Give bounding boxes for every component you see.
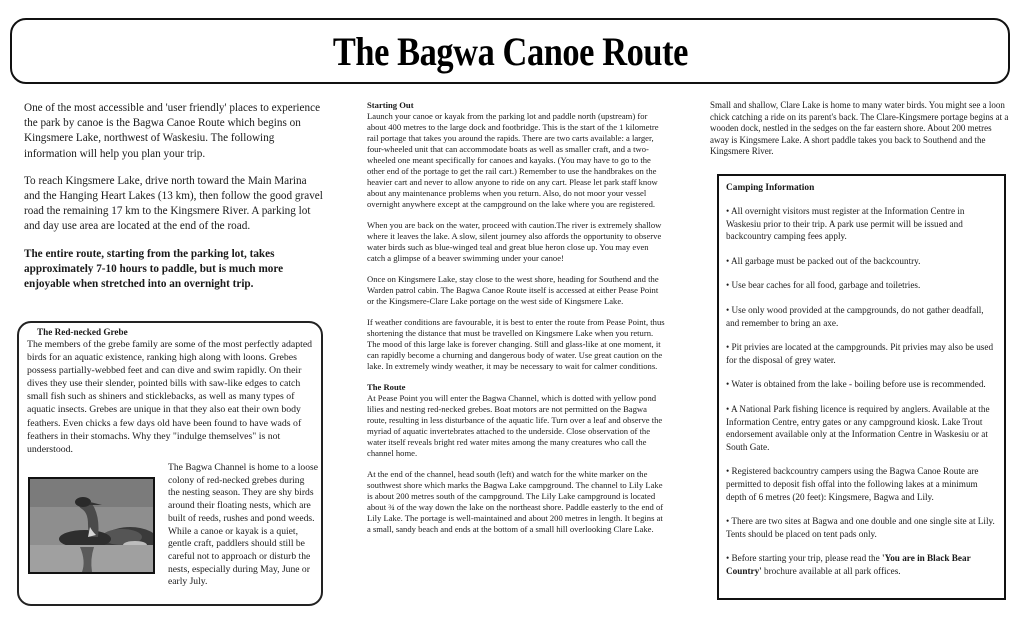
starting-out-heading: Starting Out xyxy=(367,100,414,110)
camping-item: • Pit privies are located at the campgrounds. Pit privies may also be used for the disposal of grey water. xyxy=(726,342,994,365)
camping-item: • Registered backcountry campers using the Bagwa Canoe Route are permitted to deposit fish offal into the following lakes at a minimum depth of 6 metres (20 feet): Kingsmere, Bagwa and Lily. xyxy=(726,466,979,502)
directions-paragraph: To reach Kingsmere Lake, drive north toward the Main Marina and the Hanging Heart Lakes (13 km), then follow the good gravel road the remaining 17 km to the Kingsmere River. A parking lot and day use area are located at the end of the road. xyxy=(24,174,323,233)
title-banner xyxy=(10,18,1010,84)
grebe-photo xyxy=(28,477,155,574)
camping-item: • Use bear caches for all food, garbage and toiletries. xyxy=(726,280,921,291)
duration-paragraph: The entire route, starting from the parking lot, takes approximately 7-10 hours to paddle, but is much more enjoyable when stretched into an overnight trip. xyxy=(24,247,284,291)
camping-info-box xyxy=(717,174,1006,600)
intro-paragraph: One of the most accessible and 'user friendly' places to experience the park by canoe is the Bagwa Canoe Route which begins on Kingsmere Lake, northwest of Waskesiu. The following information will help you plan your trip. xyxy=(24,102,321,160)
route-text-2: At the end of the channel, head south (left) and watch for the white marker on the southwest shore which marks the Bagwa Lake campground. The channel to Lily Lake is about 200 metres south of the campground. The Lily Lake campground is located about ¾ of the way down the lake on the northeast shore. Paddle easterly to the end of Lily Lake. The portage is well-maintained and about 200 metres in length. It begins at a small, sandy beach and ends at the bottom of a small hill overlooking Clare Lake. xyxy=(367,469,664,534)
camping-item: • All garbage must be packed out of the backcountry. xyxy=(726,255,921,266)
river-paragraph: When you are back on the water, proceed with caution.The river is extremely shallow where it leaves the lake. A slow, silent journey also affords the opportunity to observe water birds such as blue-winged teal and great blue heron close up. You may even catch a glimpse of a beaver swimming under your canoe! xyxy=(367,220,662,263)
page-title: The Bagwa Canoe Route xyxy=(332,28,688,74)
camping-item: • All overnight visitors must register at the Information Centre in Waskesiu prior to their trip. A park use permit will be issued and backcountry camping fees apply. xyxy=(726,206,965,242)
grebe-description: The members of the grebe family are some of the most perfectly adapted birds for an aquatic existence, ranking high along with loons. Grebes possess partially-webbed feet and can dive and swim rapidly. On their dives they use their slender, pointed bills with saw-like edges to catch small fish such as shiners and sticklebacks, as well as many types of aquatic insects. Grebes are unique in that they also eat their own body feathers. Even chicks a few days old have been found to have wads of feathers in their stomachs. Why they "indulge themselves" is not understood. xyxy=(27,339,313,455)
intro-column xyxy=(24,101,324,304)
clare-lake-column xyxy=(710,100,1010,158)
kingsmere-paragraph: Once on Kingsmere Lake, stay close to the west shore, heading for Southend and the Warden patrol cabin. The Bagwa Canoe Route itself is accessed at either Pease Point or the Kingsmere-Clare Lake portage on the west side of Kingsmere Lake. xyxy=(367,274,659,306)
grebe-sidebar xyxy=(17,321,323,606)
camping-title: Camping Information xyxy=(726,183,815,193)
brochure-prefix: • Before starting your trip, please read the xyxy=(726,553,883,564)
camping-item-brochure xyxy=(726,552,998,577)
grebe-photo-icon xyxy=(30,479,153,572)
grebe-title: The Red-necked Grebe xyxy=(37,327,128,337)
route-column xyxy=(367,100,667,545)
camping-item: • Use only wood provided at the campgrounds, do not gather deadfall, and remember to bring an axe. xyxy=(726,304,984,328)
grebe-nesting-text: The Bagwa Channel is home to a loose colony of red-necked grebes during the nesting season. They are shy birds around their floating nests, which are built of reeds, rushes and pond weeds. While a canoe or kayak is a quiet, gentle craft, paddlers should still be careful not to approach or disturb the nests, especially during May, June or early July. xyxy=(168,462,319,588)
route-text: At Pease Point you will enter the Bagwa Channel, which is dotted with yellow pond lilies and nesting red-necked grebes. Boat motors are not permitted on the Bagwa route, resulting in less disturbance of the aquatic life. Turn over a leaf and observe the myriad of aquatic invertebrates attached to the underside. Close observation of the water itself reveals bright red water mites among the many creatures who call the channel home. xyxy=(367,393,663,458)
clare-lake-paragraph: Small and shallow, Clare Lake is home to many water birds. You might see a loon chick catching a ride on its parent's back. The Clare-Kingsmere portage begins at a wooden dock, nestled in the sedges on the far eastern shore. About 200 metres away is Kingsmere Lake. A short paddle takes you back to Southend and the Kingsmere River. xyxy=(710,100,1009,157)
route-heading: The Route xyxy=(367,382,406,392)
weather-paragraph: If weather conditions are favourable, it is best to enter the route from Pease Point, thus shortening the distance that must be travelled on Kingsmere Lake when you return. The mood of this large lake is forever changing. Still and glass-like at one moment, it can rapidly become a churning and dangerous body of water. Use great caution on the lake. In extremely windy weather, it may be necessary to wait for calmer conditions. xyxy=(367,317,665,371)
camping-item: • A National Park fishing licence is required by anglers. Available at the Information Centre, entry gates or any campground kiosk. Lake Trout endorsement available only at the Information Centre in Waskesiu or at South Gate. xyxy=(726,403,990,452)
camping-item: • Water is obtained from the lake - boiling before use is recommended. xyxy=(726,379,986,390)
brochure-suffix: brochure available at all park offices. xyxy=(761,565,901,576)
starting-out-text: Launch your canoe or kayak from the parking lot and paddle north (upstream) for about 400 metres to the large dock and footbridge. This is the start of the 1 kilometre rail portage that takes you around the rapids. There are two carts available: a larger, four-wheeled unit that can accommodate boats as well as smaller craft, and a two-wheeled one meant specifically for canoes and kayaks. (You may have to go to the other end of the portage to get the rail cart.) Remember to use the handbrakes on the heavier cart and never to allow anyone to ride on any cart. Please let park staff know about any maintenance problems when you return. Also, do not moor your vessel overnight anywhere except at the campground on the lake where you are registered. xyxy=(367,111,659,209)
camping-item: • There are two sites at Bagwa and one double and one single site at Lily. Tents should be placed on tent pads only. xyxy=(726,516,995,539)
brochure-title: 'You are in Black Bear Country' xyxy=(726,553,971,576)
